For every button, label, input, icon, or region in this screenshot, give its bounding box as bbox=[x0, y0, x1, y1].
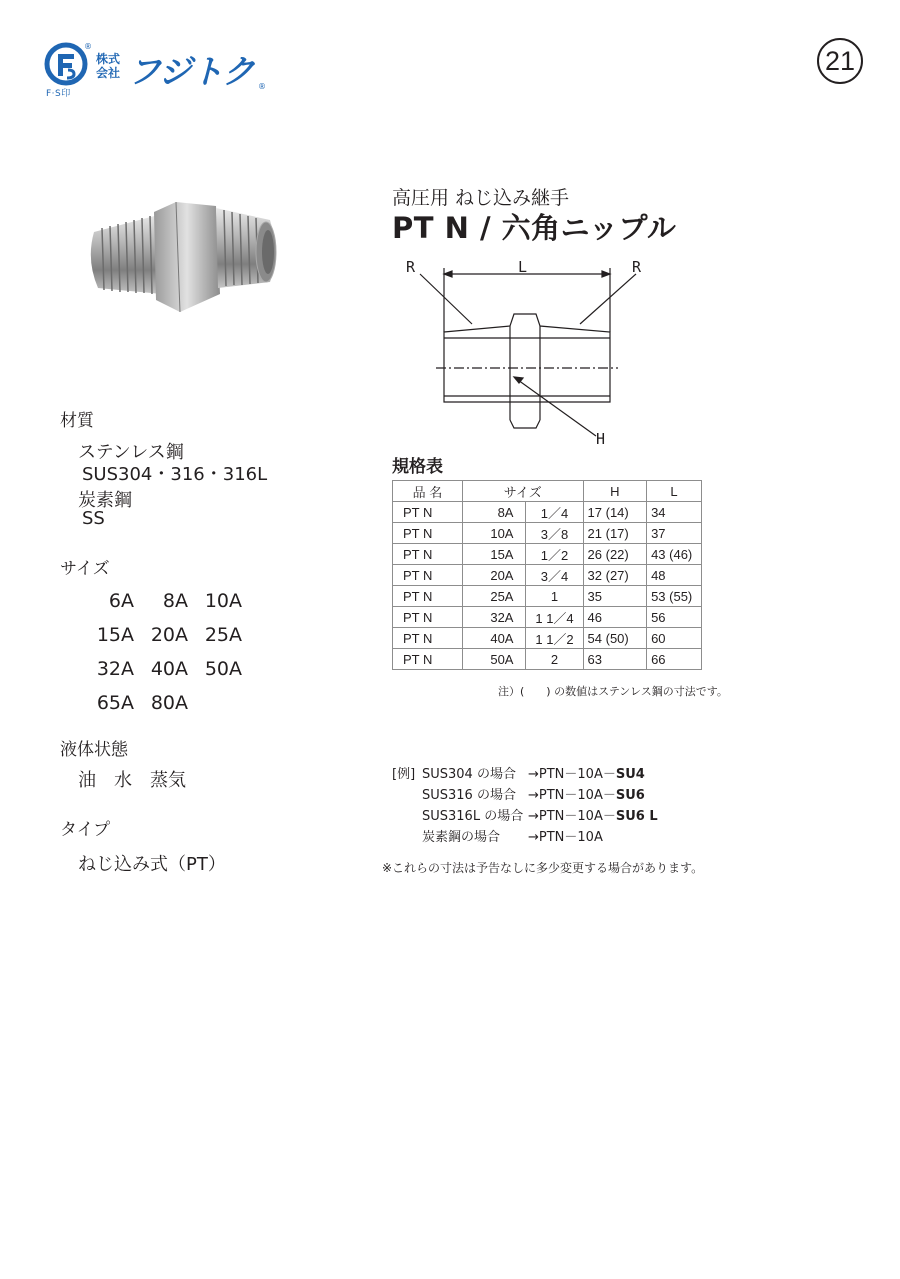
cell-size-inch: 2 bbox=[526, 649, 583, 670]
cell-size-a: 8A bbox=[462, 502, 526, 523]
size-item: 40A bbox=[150, 658, 188, 680]
product-subtitle: 高圧用 ねじ込み継手 bbox=[392, 187, 570, 209]
cell-h: 32 (27) bbox=[583, 565, 647, 586]
table-row bbox=[393, 565, 702, 586]
logo-registered-mark: ® bbox=[84, 42, 92, 51]
table-row bbox=[393, 502, 702, 523]
table-row bbox=[393, 586, 702, 607]
example-code bbox=[528, 806, 658, 827]
logo-mark-icon bbox=[44, 42, 88, 86]
drawing-label-l: L bbox=[518, 258, 528, 276]
example-code bbox=[528, 764, 645, 785]
size-row bbox=[80, 686, 320, 720]
table-note: 注）( ) の数値はステンレス鋼の寸法です。 bbox=[498, 685, 728, 698]
col-header-l: L bbox=[647, 481, 702, 502]
cell-size-inch: 1 1／2 bbox=[526, 628, 583, 649]
size-item: 32A bbox=[96, 658, 134, 680]
drawing-label-h: H bbox=[596, 430, 606, 448]
cell-size-inch: 1／2 bbox=[526, 544, 583, 565]
table-header-row bbox=[393, 481, 702, 502]
size-list bbox=[80, 584, 320, 720]
spec-table bbox=[392, 480, 702, 670]
table-row bbox=[393, 649, 702, 670]
spec-table-heading: 規格表 bbox=[392, 457, 443, 477]
example-label: SUS304 の場合 bbox=[422, 767, 516, 782]
cell-size-a: 25A bbox=[462, 586, 526, 607]
cell-size-a: 32A bbox=[462, 607, 526, 628]
size-row bbox=[80, 584, 320, 618]
cell-l: 66 bbox=[647, 649, 702, 670]
material-carbon: 炭素鋼 bbox=[78, 490, 132, 511]
cell-h: 54 (50) bbox=[583, 628, 647, 649]
example-code-suffix: SU6 bbox=[615, 788, 645, 803]
table-row bbox=[393, 544, 702, 565]
product-photo bbox=[84, 190, 284, 320]
cell-size-a: 50A bbox=[462, 649, 526, 670]
material-stainless-grades: SUS304・316・316L bbox=[82, 464, 268, 485]
size-item: 50A bbox=[204, 658, 242, 680]
example-code bbox=[528, 827, 603, 848]
material-carbon-grades: SS bbox=[82, 508, 105, 529]
cell-l: 34 bbox=[647, 502, 702, 523]
cell-size-inch: 1／4 bbox=[526, 502, 583, 523]
size-item: 25A bbox=[204, 624, 242, 646]
cell-size-inch: 3／8 bbox=[526, 523, 583, 544]
cell-name: PT N bbox=[393, 544, 463, 565]
size-item: 20A bbox=[150, 624, 188, 646]
example-row bbox=[392, 827, 658, 848]
size-item: 80A bbox=[150, 692, 188, 714]
logo-kabushiki: 株式会社 bbox=[96, 52, 121, 80]
cell-name: PT N bbox=[393, 523, 463, 544]
material-stainless: ステンレス鋼 bbox=[78, 442, 184, 463]
cell-l: 37 bbox=[647, 523, 702, 544]
cell-name: PT N bbox=[393, 607, 463, 628]
example-code bbox=[528, 785, 645, 806]
page-number: 21 bbox=[817, 38, 863, 84]
example-bracket: [例] bbox=[392, 767, 416, 782]
drawing-label-r-left: R bbox=[406, 258, 416, 276]
fluid-types: 油 水 蒸気 bbox=[78, 770, 186, 791]
cell-name: PT N bbox=[393, 565, 463, 586]
table-row bbox=[393, 628, 702, 649]
example-row bbox=[392, 764, 658, 785]
cell-h: 17 (14) bbox=[583, 502, 647, 523]
example-code-suffix: SU4 bbox=[615, 767, 645, 782]
cell-l: 53 (55) bbox=[647, 586, 702, 607]
cell-size-inch: 1 1／4 bbox=[526, 607, 583, 628]
col-header-size: サイズ bbox=[462, 481, 583, 502]
col-header-h: H bbox=[583, 481, 647, 502]
cell-name: PT N bbox=[393, 649, 463, 670]
cell-h: 63 bbox=[583, 649, 647, 670]
cell-name: PT N bbox=[393, 586, 463, 607]
example-label: SUS316L の場合 bbox=[422, 809, 524, 824]
example-code-base: →PTN－10A bbox=[528, 830, 603, 845]
cell-h: 21 (17) bbox=[583, 523, 647, 544]
cell-h: 46 bbox=[583, 607, 647, 628]
product-title: PT N / 六角ニップル bbox=[392, 211, 677, 245]
logo-registered-mark-2: ® bbox=[258, 82, 266, 91]
size-row bbox=[80, 618, 320, 652]
cell-name: PT N bbox=[393, 502, 463, 523]
example-label: 炭素鋼の場合 bbox=[422, 830, 501, 845]
example-label: SUS316 の場合 bbox=[422, 788, 516, 803]
cell-l: 60 bbox=[647, 628, 702, 649]
example-row bbox=[392, 785, 658, 806]
logo-mark-text: F·S印 bbox=[46, 89, 71, 99]
footer-note: ※これらの寸法は予告なしに多少変更する場合があります。 bbox=[382, 861, 704, 875]
cell-l: 56 bbox=[647, 607, 702, 628]
logo-company-name: フジトク bbox=[128, 52, 255, 91]
cell-h: 26 (22) bbox=[583, 544, 647, 565]
col-header-name: 品 名 bbox=[393, 481, 463, 502]
size-item: 65A bbox=[96, 692, 134, 714]
cell-size-a: 20A bbox=[462, 565, 526, 586]
cell-size-a: 15A bbox=[462, 544, 526, 565]
company-logo bbox=[44, 42, 284, 98]
dimension-drawing bbox=[400, 252, 640, 452]
size-item: 15A bbox=[96, 624, 134, 646]
size-heading: サイズ bbox=[60, 559, 110, 579]
cell-l: 48 bbox=[647, 565, 702, 586]
cell-h: 35 bbox=[583, 586, 647, 607]
example-code-base: →PTN－10A－ bbox=[528, 809, 616, 824]
cell-l: 43 (46) bbox=[647, 544, 702, 565]
size-item: 6A bbox=[108, 590, 134, 612]
size-row bbox=[80, 652, 320, 686]
size-item: 8A bbox=[162, 590, 188, 612]
cell-name: PT N bbox=[393, 628, 463, 649]
cell-size-a: 40A bbox=[462, 628, 526, 649]
drawing-label-r-right: R bbox=[632, 258, 642, 276]
fluid-heading: 液体状態 bbox=[60, 740, 128, 760]
example-code-base: →PTN－10A－ bbox=[528, 788, 616, 803]
cell-size-inch: 1 bbox=[526, 586, 583, 607]
connection-type: ねじ込み式（PT） bbox=[78, 854, 226, 875]
type-heading: タイプ bbox=[60, 820, 111, 840]
example-code-suffix: SU6 L bbox=[615, 809, 658, 824]
example-row bbox=[392, 806, 658, 827]
table-row bbox=[393, 607, 702, 628]
table-row bbox=[393, 523, 702, 544]
ordering-examples bbox=[392, 764, 658, 848]
example-code-base: →PTN－10A－ bbox=[528, 767, 616, 782]
size-item: 10A bbox=[204, 590, 242, 612]
cell-size-a: 10A bbox=[462, 523, 526, 544]
cell-size-inch: 3／4 bbox=[526, 565, 583, 586]
material-heading: 材質 bbox=[60, 411, 94, 431]
